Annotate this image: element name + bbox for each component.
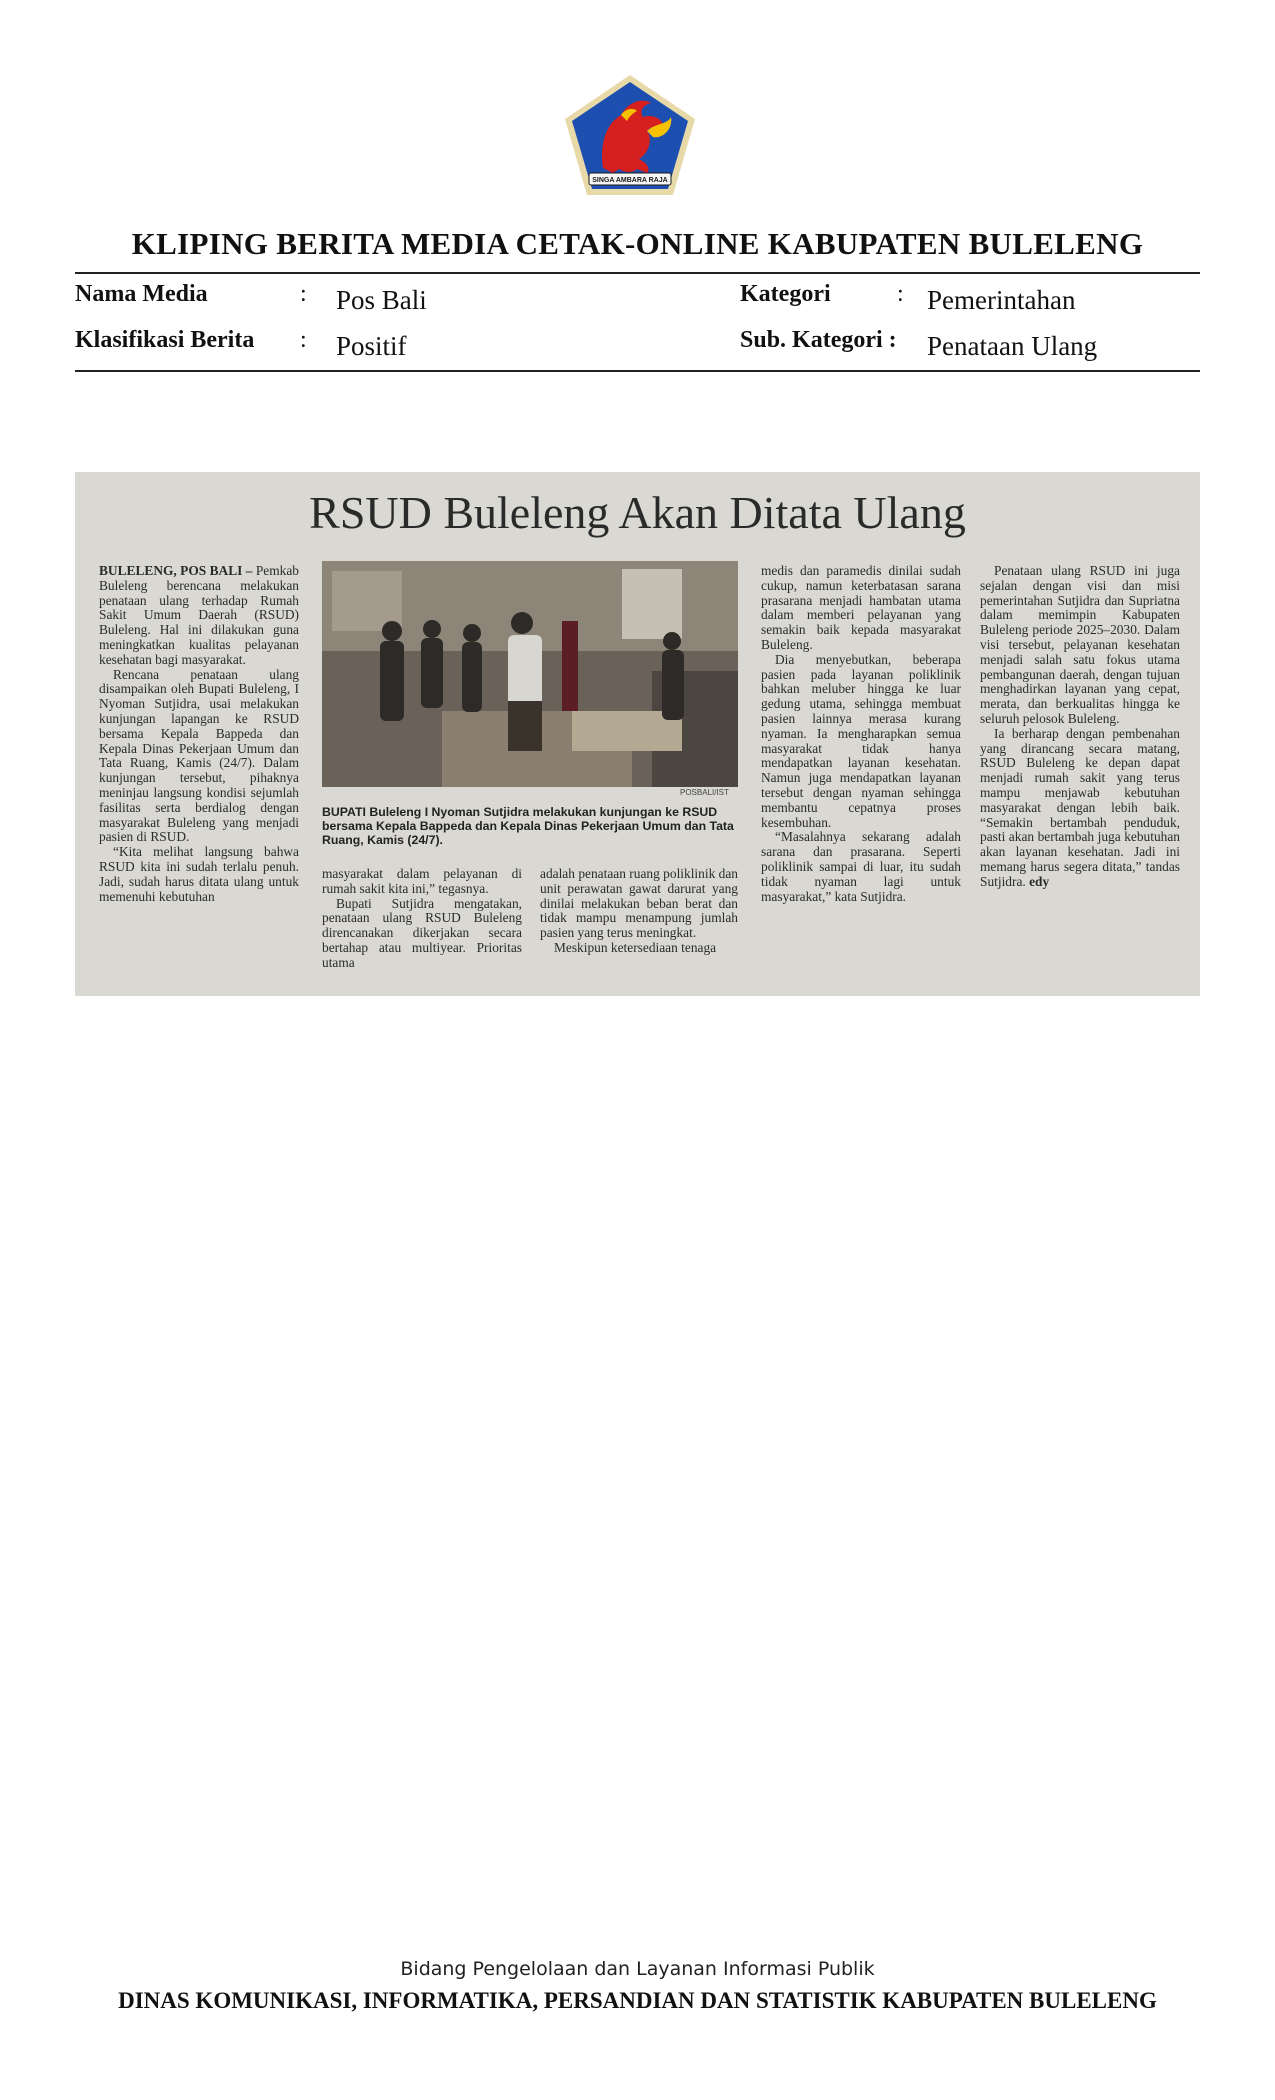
article-paragraph: “Kita melihat langsung bahwa RSUD kita ini sudah terlalu penuh. Jadi, sudah harus ditata ulang untuk memenuhi kebutuhan [99, 844, 299, 904]
page-title: KLIPING BERITA MEDIA CETAK-ONLINE KABUPATEN BULELENG [131, 226, 1144, 261]
article-paragraph: Dia menyebutkan, beberapa pasien pada layanan poliklinik bahkan meluber hingga ke luar gedung utama, sehingga membuat pasien lainnya merasa kurang nyaman. Ia mengharapkan semua masyarakat tidak hanya mendapatkan layanan kesehatan. Namun juga mendapatkan layanan tersebut dengan nyaman sehingga membantu cepatnya proses kesembuhan. [761, 651, 961, 830]
nama-media-label: Nama Media [75, 281, 208, 307]
article-paragraph: Ia berharap dengan pembenahan yang dirancang secara matang, RSUD Buleleng ke depan dapat menjadi rumah sakit yang terus mampu menjawab kebutuhan masyarakat dengan lebih baik. “Semakin bertambah penduduk, pasti akan bertambah juga kebutuhan akan layanan kesehatan. Jadi ini memang harus segera ditata,” tandas Sutjidra. [980, 725, 1180, 889]
kategori-value: Pemerintahan [927, 285, 1076, 315]
newspaper-clipping [75, 472, 1200, 996]
photo-credit: POSBALI/IST [680, 788, 729, 797]
article-paragraph: Penataan ulang RSUD ini juga sejalan dengan visi dan misi pemerintahan Sutjidra dan Supriatna dalam memimpin Kabupaten Buleleng periode 2025–2030. Dalam visi tersebut, pelayanan kesehatan menjadi salah satu fokus utama pembangunan daerah, dengan tujuan menghadirkan layanan yang cepat, merata, dan berkualitas hingga ke seluruh pelosok Buleleng. [980, 563, 1180, 726]
klasifikasi-berita-label: Klasifikasi Berita [75, 327, 255, 353]
article-headline: RSUD Buleleng Akan Ditata Ulang [309, 487, 966, 538]
article-column-5 [980, 564, 1180, 890]
article-dateline: BULELENG, POS BALI – [99, 563, 253, 578]
article-paragraph: “Masalahnya sekarang adalah sarana dan prasarana. Seperti poliklinik sampai di luar, itu sudah tidak nyaman lagi untuk masyarakat,” kata Sutjidra. [761, 829, 961, 904]
article-byline: edy [1029, 873, 1050, 889]
article-column-2 [322, 867, 522, 971]
sub-kategori-value: Penataan Ulang [927, 331, 1098, 361]
footer-subtitle: Bidang Pengelolaan dan Layanan Informasi Publik [400, 1958, 875, 1980]
article-photo [322, 561, 738, 787]
buleleng-coat-of-arms-logo [563, 73, 697, 197]
article-paragraph: Pemkab Buleleng berencana melakukan penataan ulang terhadap Rumah Sakit Umum Daerah (RSUD) Buleleng. Hal ini dilakukan guna meningkatkan kualitas pelayanan kesehatan bagi masyarakat. [99, 563, 299, 667]
nama-media-colon: : [300, 281, 307, 307]
article-paragraph: Rencana penataan ulang disampaikan oleh Bupati Buleleng, I Nyoman Sutjidra, usai melakukan kunjungan lapangan ke RSUD bersama Kepala Bappeda dan Kepala Dinas Pekerjaan Umum dan Tata Ruang, Kamis (24/7). Dalam kunjungan tersebut, pihaknya meninjau langsung kondisi sejumlah fasilitas serta berdialog dengan masyarakat Buleleng yang menjadi pasien di RSUD. [99, 666, 299, 845]
nama-media-value: Pos Bali [336, 285, 427, 315]
sub-kategori-label: Sub. Kategori : [740, 327, 897, 353]
article-paragraph: adalah penataan ruang poliklinik dan unit perawatan gawat darurat yang dinilai melakukan beban berat dan tidak mampu menampung jumlah pasien yang terus meningkat. [540, 866, 738, 941]
article-column-3 [540, 867, 738, 956]
header-bottom-rule [75, 370, 1200, 372]
photo-caption: BUPATI Buleleng I Nyoman Sutjidra melakukan kunjungan ke RSUD bersama Kepala Bappeda dan Kepala Dinas Pekerjaan Umum dan Tata Ruang, Kamis (24/7). [322, 805, 734, 847]
logo-motto: SINGA AMBARA RAJA [592, 177, 668, 184]
article-column-1 [99, 564, 299, 904]
article-column-4 [761, 564, 961, 904]
footer-agency-name: DINAS KOMUNIKASI, INFORMATIKA, PERSANDIAN DAN STATISTIK KABUPATEN BULELENG [118, 1988, 1157, 2013]
article-paragraph: masyarakat dalam pelayanan di rumah sakit kita ini,” tegasnya. [322, 866, 522, 896]
header-top-rule [75, 272, 1200, 274]
article-paragraph: Bupati Sutjidra mengatakan, penataan ulang RSUD Buleleng direncanakan dikerjakan secara bertahap atau multiyear. Prioritas utama [322, 895, 522, 970]
kategori-label: Kategori [740, 281, 831, 307]
kategori-colon: : [897, 281, 904, 307]
klasifikasi-berita-colon: : [300, 327, 307, 353]
article-paragraph: medis dan paramedis dinilai sudah cukup, namun keterbatasan sarana prasarana menjadi hambatan utama dalam memberi pelayanan yang semakin baik kepada masyarakat Buleleng. [761, 563, 961, 652]
article-paragraph: Meskipun ketersediaan tenaga [554, 939, 717, 955]
klasifikasi-berita-value: Positif [336, 331, 407, 361]
